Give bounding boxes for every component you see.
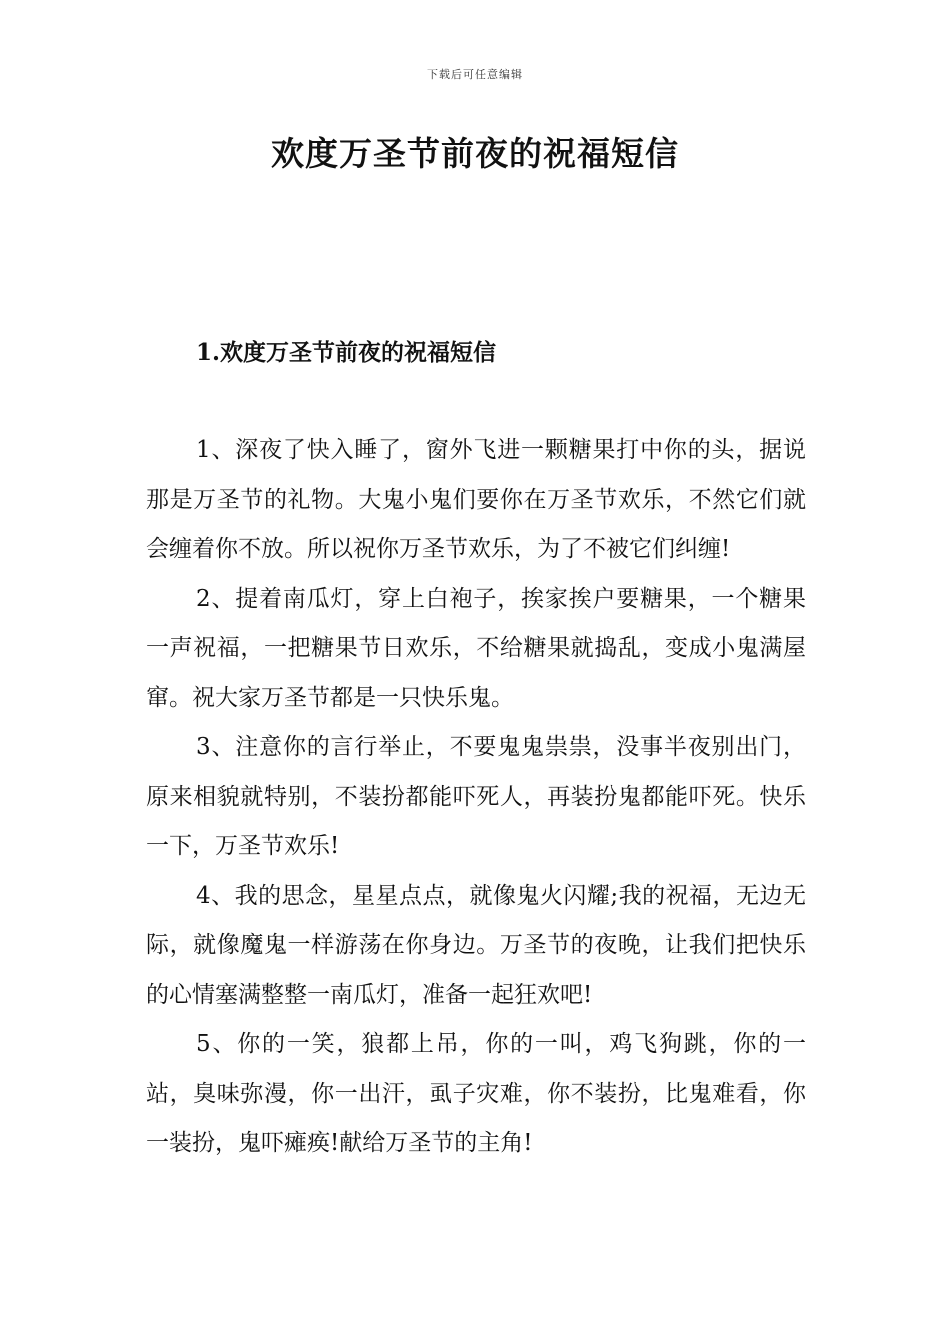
paragraph-4: 4、我的思念，星星点点，就像鬼火闪耀;我的祝福，无边无际，就像魔鬼一样游荡在你身边。万圣节的夜晚，让我们把快乐的心情塞满整整一南瓜灯，准备一起狂欢吧! bbox=[146, 882, 806, 1008]
section-heading: 1.欢度万圣节前夜的祝福短信 bbox=[196, 339, 497, 366]
paragraph-3: 3、注意你的言行举止，不要鬼鬼祟祟，没事半夜别出门，原来相貌就特别，不装扮都能吓死人，再装扮鬼都能吓死。快乐一下，万圣节欢乐! bbox=[146, 734, 806, 859]
paragraph-1: 1、深夜了快入睡了，窗外飞进一颗糖果打中你的头，据说那是万圣节的礼物。大鬼小鬼们要你在万圣节欢乐，不然它们就会缠着你不放。所以祝你万圣节欢乐，为了不被它们纠缠! bbox=[146, 437, 806, 562]
document-body bbox=[146, 426, 806, 1169]
header-note: 下载后可任意编辑 bbox=[427, 68, 523, 81]
paragraph-2: 2、提着南瓜灯，穿上白袍子，挨家挨户要糖果，一个糖果一声祝福，一把糖果节日欢乐，不给糖果就捣乱，变成小鬼满屋窜。祝大家万圣节都是一只快乐鬼。 bbox=[146, 585, 806, 711]
paragraph-5: 5、你的一笑，狼都上吊，你的一叫，鸡飞狗跳，你的一站，臭味弥漫，你一出汗，虱子灾难，你不装扮，比鬼难看，你一装扮，鬼吓瘫痪!献给万圣节的主角! bbox=[146, 1031, 806, 1156]
document-title: 欢度万圣节前夜的祝福短信 bbox=[271, 134, 679, 173]
